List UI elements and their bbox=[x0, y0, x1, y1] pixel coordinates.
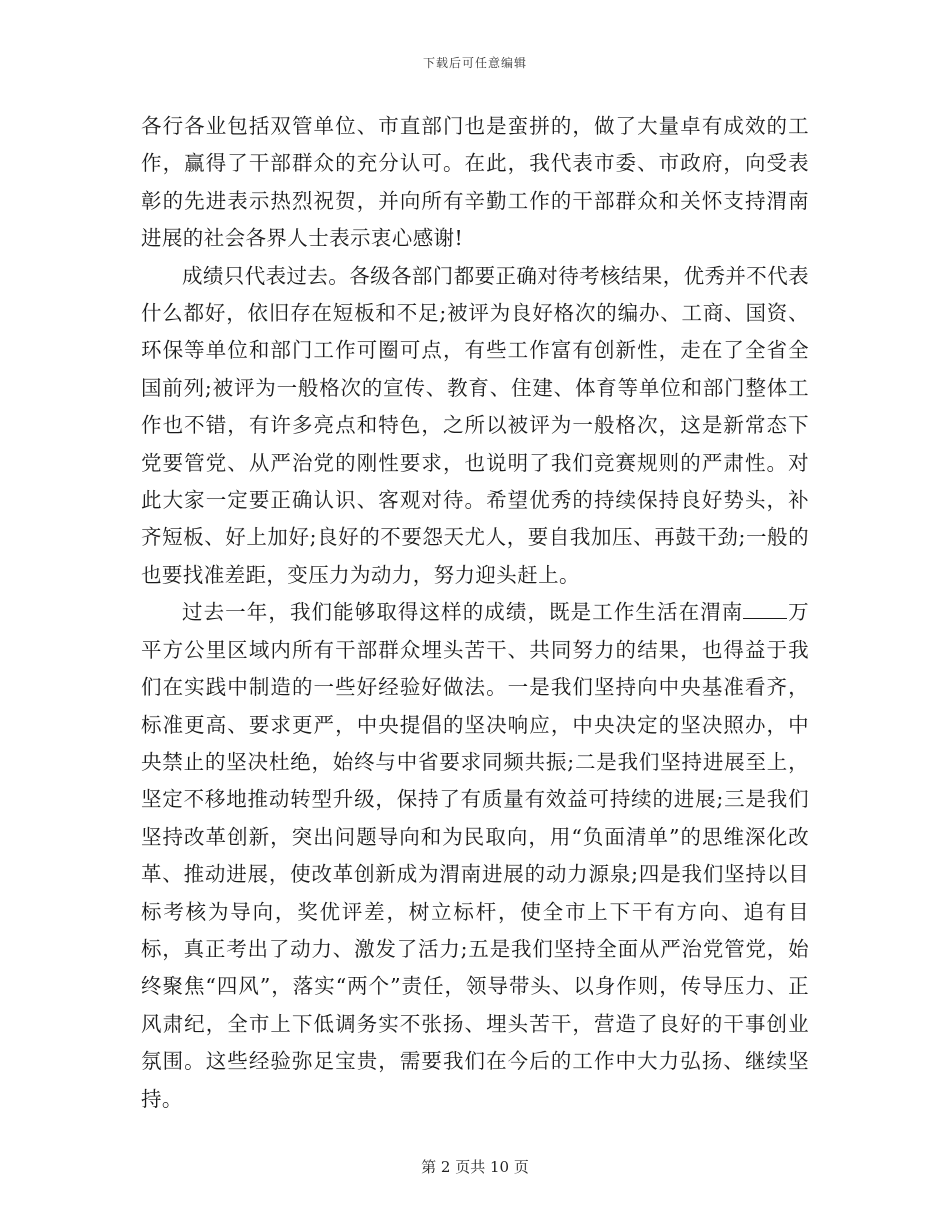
paragraph-3-start: 过去一年，我们能够取得这样的成绩，既是工作生活在渭南 bbox=[182, 600, 744, 625]
document-body bbox=[141, 108, 809, 1118]
fill-in-blank bbox=[743, 600, 787, 619]
paragraph-3-rest: 万平方公里区域内所有干部群众埋头苦干、共同努力的结果，也得益于我们在实践中制造的一些好经验好做法。一是我们坚持向中央基准看齐，标准更高、要求更严，中央提倡的坚决响应，中央决定的坚决照办，中央禁止的坚决杜绝，始终与中省要求同频共振;二是我们坚持进展至上，坚定不移地推动转型升级，保持了有质量有效益可持续的进展;三是我们坚持改革创新，突出问题导向和为民取向，用“负面清单”的思维深化改革、推动进展，使改革创新成为渭南进展的动力源泉;四是我们坚持以目标考核为导向，奖优评差，树立标杆，使全市上下干有方向、追有目标，真正考出了动力、激发了活力;五是我们坚持全面从严治党管党，始终聚焦“四风”，落实“两个”责任，领导带头、以身作则，传导压力、正风肃纪，全市上下低调务实不张扬、埋头苦干，营造了良好的干事创业氛围。这些经验弥足宝贵，需要我们在今后的工作中大力弘扬、继续坚持。 bbox=[141, 600, 809, 1111]
page-header: 下载后可任意编辑 bbox=[422, 56, 527, 70]
page-number-footer: 第 2 页共 10 页 bbox=[421, 1158, 529, 1176]
paragraph-2: 成绩只代表过去。各级各部门都要正确对待考核结果，优秀并不代表什么都好，依旧存在短板和不足;被评为良好格次的编办、工商、国资、环保等单位和部门工作可圈可点，有些工作富有创新性，走在了全省全国前列;被评为一般格次的宣传、教育、住建、体育等单位和部门整体工作也不错，有许多亮点和特色，之所以被评为一般格次，这是新常态下党要管党、从严治党的刚性要求，也说明了我们竞赛规则的严肃性。对此大家一定要正确认识、客观对待。希望优秀的持续保持良好势头，补齐短板、好上加好;良好的不要怨天尤人，要自我加压、再鼓干劲;一般的也要找准差距，变压力为动力，努力迎头赶上。 bbox=[141, 263, 809, 587]
paragraph-3 bbox=[141, 594, 809, 1118]
paragraph-1: 各行各业包括双管单位、市直部门也是蛮拼的，做了大量卓有成效的工作，赢得了干部群众的充分认可。在此，我代表市委、市政府，向受表彰的先进表示热烈祝贺，并向所有辛勤工作的干部群众和关怀支持渭南进展的社会各界人士表示衷心感谢! bbox=[141, 114, 809, 251]
